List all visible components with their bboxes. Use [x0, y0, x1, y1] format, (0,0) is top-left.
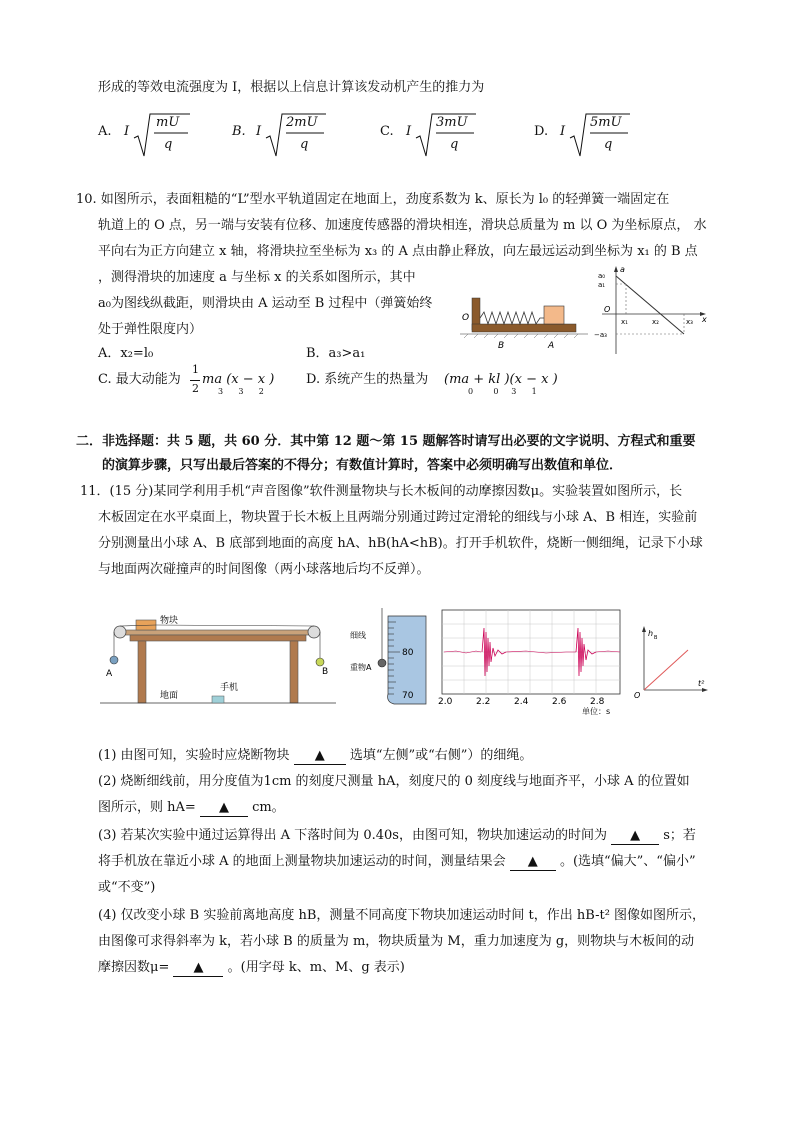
time-tick-2.6: 2.6: [552, 697, 567, 707]
spring-icon: [480, 312, 544, 324]
q11-table-setup-figure: [100, 610, 336, 706]
tick-x2-label: x₂: [652, 318, 659, 326]
option-c-text: C. 最大动能为: [98, 372, 181, 387]
q11-part-3-text-a: (3) 若某次实验中通过运算得出 A 下落时间为 0.40s，由图可知，物块加速运动的时间为: [98, 828, 607, 843]
option-denominator: q: [450, 137, 459, 152]
q11-part-4-line-2: 由图像可求得斜率为 k，若小球 B 的质量为 m，物块质量为 M，重力加速度为 g，则物块与木板间的动: [98, 934, 695, 949]
q9-option-b[interactable]: [232, 110, 362, 160]
q11-part-3-text-b: 将手机放在靠近小球 A 的地面上测量物块加速运动的时间，测量结果会: [98, 854, 506, 869]
option-coef: I: [256, 124, 262, 139]
q10-option-d[interactable]: [306, 362, 566, 402]
track-base: [472, 324, 576, 332]
q11-part-1-answer-blank[interactable]: ▲: [294, 748, 346, 765]
tick-x3-label: x₃: [686, 318, 693, 326]
q10-option-a[interactable]: A．x₂=l₀: [98, 346, 154, 361]
point-O-label: O: [462, 313, 470, 323]
q11-part-3-answer-blank-2[interactable]: ▲: [510, 854, 556, 871]
section-2-heading-line-2: 的演算步骤，只写出最后答案的不得分；有数值计算时，答案中必须明确写出数值和单位．: [102, 458, 623, 473]
axis-y-subscript: B: [654, 635, 658, 641]
option-c-subscripts: 3 3 2: [218, 387, 264, 396]
q11-part-1-text: (1) 由图可知，实验时应烧断物块: [98, 748, 290, 763]
time-unit-label: 单位：s: [582, 707, 611, 716]
q9-option-c[interactable]: [380, 110, 510, 160]
q9-option-d[interactable]: [534, 110, 664, 160]
option-denominator: q: [300, 137, 309, 152]
weight-ball: [378, 659, 386, 667]
half-denominator: 2: [192, 382, 199, 395]
q11-part-4-line-1: (4) 仅改变小球 B 实验前离地高度 hB，测量不同高度下物块加速运动时间 t，作出 hB-t² 图像如图所示，: [98, 908, 706, 923]
axis-y-label: h: [648, 629, 654, 638]
option-coef: I: [406, 124, 412, 139]
ball-B-label: B: [322, 667, 329, 677]
q10-option-c[interactable]: [98, 362, 298, 402]
q11-part-4-text: 摩擦因数μ=: [98, 960, 170, 975]
section-2-heading-line-1: 二．非选择题：共 5 题，共 60 分．其中第 12 题～第 15 题解答时请写出必要的文字说明、方程式和重要: [76, 434, 696, 449]
left-pulley-icon: [114, 626, 126, 638]
axis-a-label: a: [620, 265, 625, 274]
option-c-expression: ma (x − x ): [202, 372, 275, 387]
option-numerator: 5mU: [590, 115, 622, 130]
origin-O-label: O: [634, 691, 641, 700]
axis-x-label: x: [702, 315, 707, 324]
q11-part-4-line-3: [98, 958, 405, 978]
ground-label: 地面: [160, 691, 179, 701]
q10-spring-block-figure: [460, 290, 590, 352]
origin-O-label: O: [604, 305, 611, 314]
option-denominator: q: [604, 137, 613, 152]
q11-part-1-tail: 选填“左侧”或“右侧”）的细绳。: [349, 748, 533, 763]
option-d-text: D. 系统产生的热量为: [306, 372, 429, 387]
q11-part-2-line-2: [98, 798, 285, 818]
q11-part-3-line-3: 或“不变”): [98, 880, 156, 895]
q10-option-b[interactable]: B．a₃>a₁: [306, 346, 366, 361]
option-d-subscripts: 0 0 3 1: [468, 387, 537, 396]
q10-acceleration-graph: [592, 264, 710, 356]
q11-stem-line-1: 11．(15 分)某同学利用手机“声音图像”软件测量物块与长木板间的动摩擦因数μ。实验装置如图所示，长: [80, 484, 683, 499]
q10-stem-line-1: 10. 如图所示，表面粗糙的“L”型水平轨道固定在地面上，劲度系数为 k、原长为 l₀ 的轻弹簧一端固定在: [76, 192, 670, 207]
q11-part-3-tail-a: s；若: [663, 828, 696, 843]
time-tick-2.0: 2.0: [438, 697, 453, 707]
right-pulley-icon: [308, 626, 320, 638]
tick-a3-label: −a₃: [594, 331, 607, 339]
time-tick-2.2: 2.2: [476, 697, 491, 707]
long-board: [122, 630, 312, 635]
point-B-label: B: [498, 341, 505, 351]
q11-part-2-tail: cm。: [252, 800, 285, 815]
q11-part-3-line-2: [98, 852, 696, 872]
q10-stem-line-6: 处于弹性限度内）: [98, 322, 203, 337]
phone-icon: [212, 696, 224, 703]
q11-part-4-answer-blank[interactable]: ▲: [173, 960, 223, 977]
ruler-tick-80: 80: [402, 648, 414, 658]
ball-B: [316, 658, 324, 666]
ball-A-label: A: [106, 669, 113, 679]
time-tick-2.4: 2.4: [514, 697, 529, 707]
table-top: [130, 635, 306, 641]
ruler-tick-70: 70: [402, 691, 414, 701]
q11-part-2-text: 图所示，则 hA=: [98, 800, 196, 815]
option-label: D.: [534, 124, 549, 139]
q11-part-2-line-1: (2) 烧断细线前，用分度值为1cm 的刻度尺测量 hA，刻度尺的 0 刻度线与地面齐平，小球 A 的位置如: [98, 774, 690, 789]
q10-stem-line-2: 轨道上的 O 点，另一端与安装有位移、加速度传感器的滑块相连，滑块总质量为 m 以 O 为坐标原点， 水: [98, 218, 707, 233]
option-label: B.: [232, 124, 246, 139]
q11-part-4-tail: 。(用字母 k、m、M、g 表示): [227, 960, 405, 975]
ball-A: [110, 656, 118, 664]
q11-sound-waveform-figure: [436, 608, 626, 716]
tick-a1-label: a₁: [598, 281, 606, 289]
q11-part-3-tail-b: 。(选填“偏大”、“偏小”: [559, 854, 696, 869]
q11-part-3-line-1: [98, 826, 696, 846]
option-numerator: 2mU: [286, 115, 318, 130]
axis-x-label: t²: [698, 679, 705, 688]
q11-stem-line-2: 木板固定在水平桌面上，物块置于长木板上且两端分别通过跨过定滑轮的细线与小球 A、B 相连，实验前: [98, 510, 698, 525]
option-coef: I: [560, 124, 566, 139]
q11-part-2-answer-blank[interactable]: ▲: [200, 800, 248, 817]
q11-stem-line-3: 分别测量出小球 A、B 底部到地面的高度 hA、hB(hA<hB)。打开手机软件，烧断一侧细绳，记录下小球: [98, 536, 703, 551]
q10-stem-line-3: 平向右为正方向建立 x 轴，将滑块拉至坐标为 x₃ 的 A 点由静止释放，向左最远运动到坐标为 x₁ 的 B 点: [98, 244, 698, 259]
option-numerator: mU: [156, 115, 180, 130]
slider-block: [544, 306, 564, 324]
q11-ruler-figure: [350, 608, 432, 706]
block-label: 物块: [160, 616, 179, 626]
time-tick-2.8: 2.8: [590, 697, 605, 707]
q11-part-1: [98, 746, 532, 766]
tick-a0-label: a₀: [598, 272, 606, 280]
q10-stem-line-5: a₀为图线纵截距，则滑块由 A 运动至 B 过程中（弹簧始终: [98, 296, 433, 311]
q11-part-3-answer-blank-1[interactable]: ▲: [611, 828, 659, 845]
option-numerator: 3mU: [436, 115, 468, 130]
option-label: A.: [98, 124, 112, 139]
option-d-expression: (ma + kl )(x − x ): [444, 372, 558, 387]
option-label: C.: [380, 124, 394, 139]
q10-stem-line-4: ，测得滑块的加速度 a 与坐标 x 的关系如图所示，其中: [98, 270, 416, 285]
q9-option-a[interactable]: [98, 110, 228, 160]
q11-hB-t2-graph: [630, 624, 710, 702]
option-denominator: q: [164, 137, 173, 152]
half-numerator: 1: [192, 363, 199, 376]
q11-stem-line-4: 与地面两次碰撞声的时间图像（两小球落地后均不反弹）。: [98, 562, 430, 577]
weight-label: 重物A: [350, 663, 372, 672]
string-label: 细线: [350, 631, 366, 640]
q9-tail-text: 形成的等效电流强度为 I，根据以上信息计算该发动机产生的推力为: [98, 80, 485, 95]
tick-x1-label: x₁: [621, 318, 628, 326]
point-A-label: A: [548, 341, 555, 351]
option-coef: I: [124, 124, 130, 139]
hB-t2-line: [644, 650, 688, 690]
phone-label: 手机: [220, 683, 239, 693]
